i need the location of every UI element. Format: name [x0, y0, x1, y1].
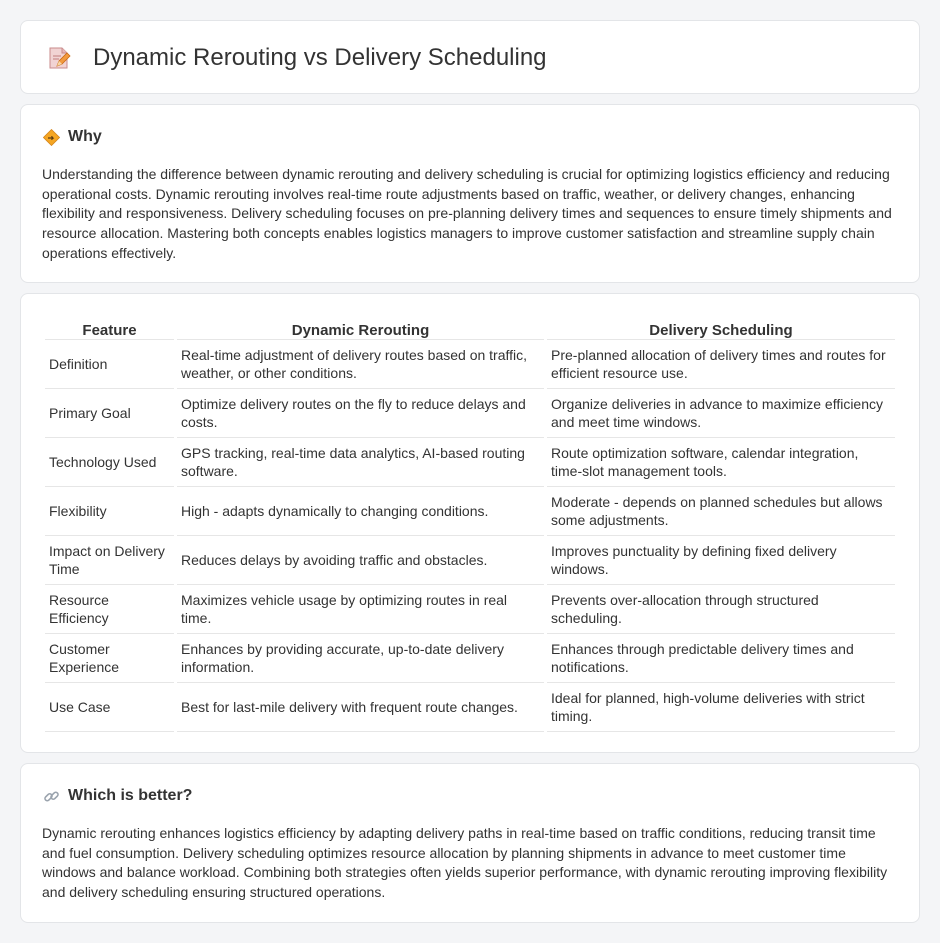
delivery-scheduling-cell: Improves punctuality by defining fixed delivery windows.	[547, 536, 895, 585]
dynamic-rerouting-cell: Optimize delivery routes on the fly to reduce delays and costs.	[177, 389, 544, 438]
delivery-scheduling-cell: Route optimization software, calendar integration, time-slot management tools.	[547, 438, 895, 487]
dynamic-rerouting-cell: Enhances by providing accurate, up-to-date delivery information.	[177, 634, 544, 683]
document-pencil-icon	[47, 45, 71, 71]
dynamic-rerouting-cell: Reduces delays by avoiding traffic and obstacles.	[177, 536, 544, 585]
feature-cell: Customer Experience	[45, 634, 174, 683]
dynamic-rerouting-cell: High - adapts dynamically to changing conditions.	[177, 487, 544, 536]
header-delivery-scheduling: Delivery Scheduling	[547, 315, 895, 340]
feature-cell: Resource Efficiency	[45, 585, 174, 634]
table-row	[45, 634, 895, 683]
link-icon	[43, 788, 60, 805]
better-paragraph: Dynamic rerouting enhances logistics efficiency by adapting delivery paths in real-time based on traffic conditions, reducing transit time and fuel consumption. Delivery scheduling optimizes resource allocation by planning shipments in advance to meet customer time windows and balance workload. Combining both strategies often yields superior performance, with dynamic rerouting improving flexibility and delivery scheduling ensuring structured operations.	[42, 825, 888, 901]
comparison-table	[42, 315, 898, 732]
which-is-better-section	[20, 763, 920, 923]
table-row	[45, 438, 895, 487]
table-row	[45, 585, 895, 634]
table-row	[45, 487, 895, 536]
feature-cell: Use Case	[45, 683, 174, 732]
delivery-scheduling-cell: Ideal for planned, high-volume deliveries with strict timing.	[547, 683, 895, 732]
page-title: Dynamic Rerouting vs Delivery Scheduling	[93, 44, 547, 71]
dynamic-rerouting-cell: Best for last-mile delivery with frequent route changes.	[177, 683, 544, 732]
feature-cell: Impact on Delivery Time	[45, 536, 174, 585]
header-feature: Feature	[45, 315, 174, 340]
header-dynamic-rerouting: Dynamic Rerouting	[177, 315, 544, 340]
delivery-scheduling-cell: Organize deliveries in advance to maximize efficiency and meet time windows.	[547, 389, 895, 438]
table-row	[45, 340, 895, 389]
why-paragraph: Understanding the difference between dynamic rerouting and delivery scheduling is crucial for optimizing logistics efficiency and reducing operational costs. Dynamic rerouting involves real-time route adjustments based on traffic, weather, or delivery changes, enhancing flexibility and responsiveness. Delivery scheduling focuses on pre-planning delivery times and sequences to ensure timely shipments and resource allocation. Mastering both concepts enables logistics managers to improve customer satisfaction and streamline supply chain operations effectively.	[42, 166, 892, 261]
delivery-scheduling-cell: Moderate - depends on planned schedules but allows some adjustments.	[547, 487, 895, 536]
delivery-scheduling-cell: Pre-planned allocation of delivery times and routes for efficient resource use.	[547, 340, 895, 389]
better-heading: Which is better?	[68, 787, 193, 804]
table-row	[45, 536, 895, 585]
dynamic-rerouting-cell: GPS tracking, real-time data analytics, AI-based routing software.	[177, 438, 544, 487]
table-row	[45, 389, 895, 438]
why-section	[20, 104, 920, 283]
feature-cell: Definition	[45, 340, 174, 389]
table-header-row	[45, 315, 895, 340]
dynamic-rerouting-cell: Real-time adjustment of delivery routes based on traffic, weather, or other conditions.	[177, 340, 544, 389]
table-row	[45, 683, 895, 732]
delivery-scheduling-cell: Prevents over-allocation through structured scheduling.	[547, 585, 895, 634]
delivery-scheduling-cell: Enhances through predictable delivery times and notifications.	[547, 634, 895, 683]
feature-cell: Primary Goal	[45, 389, 174, 438]
title-card	[20, 20, 920, 94]
dynamic-rerouting-cell: Maximizes vehicle usage by optimizing routes in real time.	[177, 585, 544, 634]
diamond-sign-icon	[43, 129, 60, 146]
why-heading: Why	[68, 128, 102, 145]
feature-cell: Flexibility	[45, 487, 174, 536]
comparison-section	[20, 293, 920, 753]
feature-cell: Technology Used	[45, 438, 174, 487]
